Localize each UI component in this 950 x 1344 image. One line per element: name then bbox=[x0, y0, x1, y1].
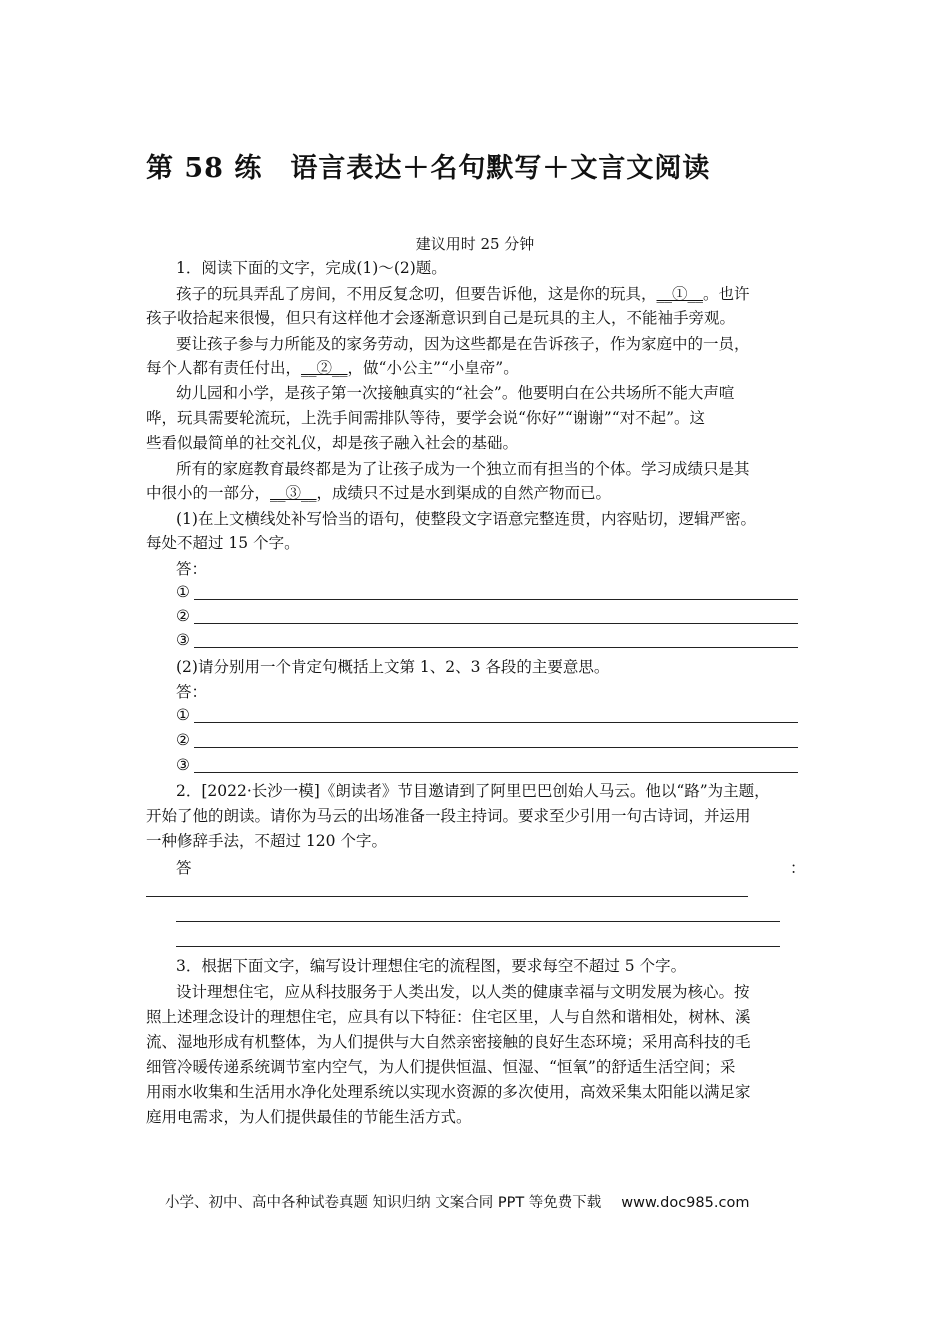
q3-stem: 3．根据下面文字，编写设计理想住宅的流程图，要求每空不超过 5 个字。 bbox=[176, 957, 687, 975]
q1-stem: 1．阅读下面的文字，完成(1)～(2)题。 bbox=[176, 259, 447, 277]
q1-sub1-answer-line-2[interactable] bbox=[176, 607, 798, 627]
q1-blank-1: __①__ bbox=[656, 285, 704, 303]
q1-sub2-answer-line-2[interactable] bbox=[176, 731, 798, 751]
q2-answer-label: 答 bbox=[176, 859, 192, 877]
q1-p3-line3: 些看似最简单的社交礼仪，却是孩子融入社会的基础。 bbox=[146, 434, 519, 452]
q1-sub1-line1: (1)在上文横线处补写恰当的语句，使整段文字语意完整连贯，内容贴切，逻辑严密。 bbox=[176, 510, 756, 528]
q1-sub2-answer-label: 答： bbox=[176, 683, 208, 701]
q1-sub1-answer-label: 答： bbox=[176, 560, 208, 578]
answer-number: ③ bbox=[176, 631, 190, 649]
q3-line6: 庭用电需求，为人们提供最佳的节能生活方式。 bbox=[146, 1108, 472, 1126]
q1-p3-line2: 哗，玩具需要轮流玩，上洗手间需排队等待，要学会说“你好”“谢谢”“对不起”。这 bbox=[146, 409, 706, 427]
suggested-time: 建议用时 25 分钟 bbox=[415, 235, 535, 253]
q3-line4: 细管冷暖传递系统调节室内空气，为人们提供恒温、恒湿、“恒氧”的舒适生活空间；采 bbox=[146, 1058, 736, 1076]
q1-p4-text-a: 中很小的一部分， bbox=[146, 484, 271, 502]
q1-p3-line1: 幼儿园和小学，是孩子第一次接触真实的“社会”。他要明白在公共场所不能大声喧 bbox=[176, 384, 735, 402]
q1-sub2-answer-line-1[interactable] bbox=[176, 706, 798, 726]
q2-answer-line-3[interactable] bbox=[176, 946, 780, 947]
q3-line1: 设计理想住宅，应从科技服务于人类出发，以人类的健康幸福与文明发展为核心。按 bbox=[176, 983, 750, 1001]
answer-number: ③ bbox=[176, 756, 190, 774]
q2-answer-line-1[interactable] bbox=[146, 896, 748, 897]
page-footer bbox=[165, 1191, 749, 1212]
q2-answer-colon: ： bbox=[790, 859, 806, 877]
q1-sub1-line2: 每处不超过 15 个字。 bbox=[146, 534, 300, 552]
q3-line3: 流、湿地形成有机整体，为人们提供与大自然亲密接触的良好生态环境；采用高科技的毛 bbox=[146, 1033, 751, 1051]
q1-p2-text-b: ，做“小公主”“小皇帝”。 bbox=[347, 359, 519, 377]
answer-number: ① bbox=[176, 706, 190, 724]
page-title: 第 58 练 语言表达＋名句默写＋文言文阅读 bbox=[146, 153, 711, 184]
q1-sub2: (2)请分别用一个肯定句概括上文第 1、2、3 各段的主要意思。 bbox=[176, 658, 610, 676]
q2-line3: 一种修辞手法，不超过 120 个字。 bbox=[146, 832, 387, 850]
q2-line2: 开始了他的朗读。请你为马云的出场准备一段主持词。要求至少引用一句古诗词，并运用 bbox=[146, 807, 751, 825]
q1-p1-line2: 孩子收拾起来很慢，但只有这样他才会逐渐意识到自己是玩具的主人，不能袖手旁观。 bbox=[146, 309, 736, 327]
q2-answer-line-2[interactable] bbox=[176, 921, 780, 922]
q1-p1-line1 bbox=[176, 284, 750, 304]
q2-line1: 2．[2022·长沙一模]《朗读者》节目邀请到了阿里巴巴创始人马云。他以“路”为主题， bbox=[176, 782, 770, 800]
q1-p4-text-b: ，成绩只不过是水到渠成的自然产物而已。 bbox=[316, 484, 612, 502]
q1-blank-2: __②__ bbox=[301, 359, 348, 377]
q3-line5: 用雨水收集和生活用水净化处理系统以实现水资源的多次使用，高效采集太阳能以满足家 bbox=[146, 1083, 751, 1101]
answer-number: ② bbox=[176, 607, 190, 625]
q1-sub1-answer-line-1[interactable] bbox=[176, 583, 798, 603]
q1-p2-line1: 要让孩子参与力所能及的家务劳动，因为这些都是在告诉孩子，作为家庭中的一员， bbox=[176, 335, 750, 353]
q1-p1-text-a: 孩子的玩具弄乱了房间，不用反复念叨，但要告诉他，这是你的玩具， bbox=[176, 285, 657, 303]
q1-blank-3: __③__ bbox=[270, 484, 317, 502]
answer-number: ① bbox=[176, 583, 190, 601]
answer-number: ② bbox=[176, 731, 190, 749]
q1-sub1-answer-line-3[interactable] bbox=[176, 631, 798, 651]
q1-p2-line2 bbox=[146, 358, 519, 378]
q1-p4-line2 bbox=[146, 483, 611, 503]
q1-p2-text-a: 每个人都有责任付出， bbox=[146, 359, 302, 377]
q3-line2: 照上述理念设计的理想住宅，应具有以下特征：住宅区里，人与自然和谐相处，树林、溪 bbox=[146, 1008, 751, 1026]
q1-p1-text-b: 。也许 bbox=[703, 285, 750, 303]
q1-sub2-answer-line-3[interactable] bbox=[176, 756, 798, 776]
q1-p4-line1: 所有的家庭教育最终都是为了让孩子成为一个独立而有担当的个体。学习成绩只是其 bbox=[176, 460, 750, 478]
footer-text: 小学、初中、高中各种试卷真题 知识归纳 文案合同 PPT 等免费下载 bbox=[165, 1195, 602, 1211]
footer-site-link[interactable]: www.doc985.com bbox=[621, 1195, 750, 1211]
